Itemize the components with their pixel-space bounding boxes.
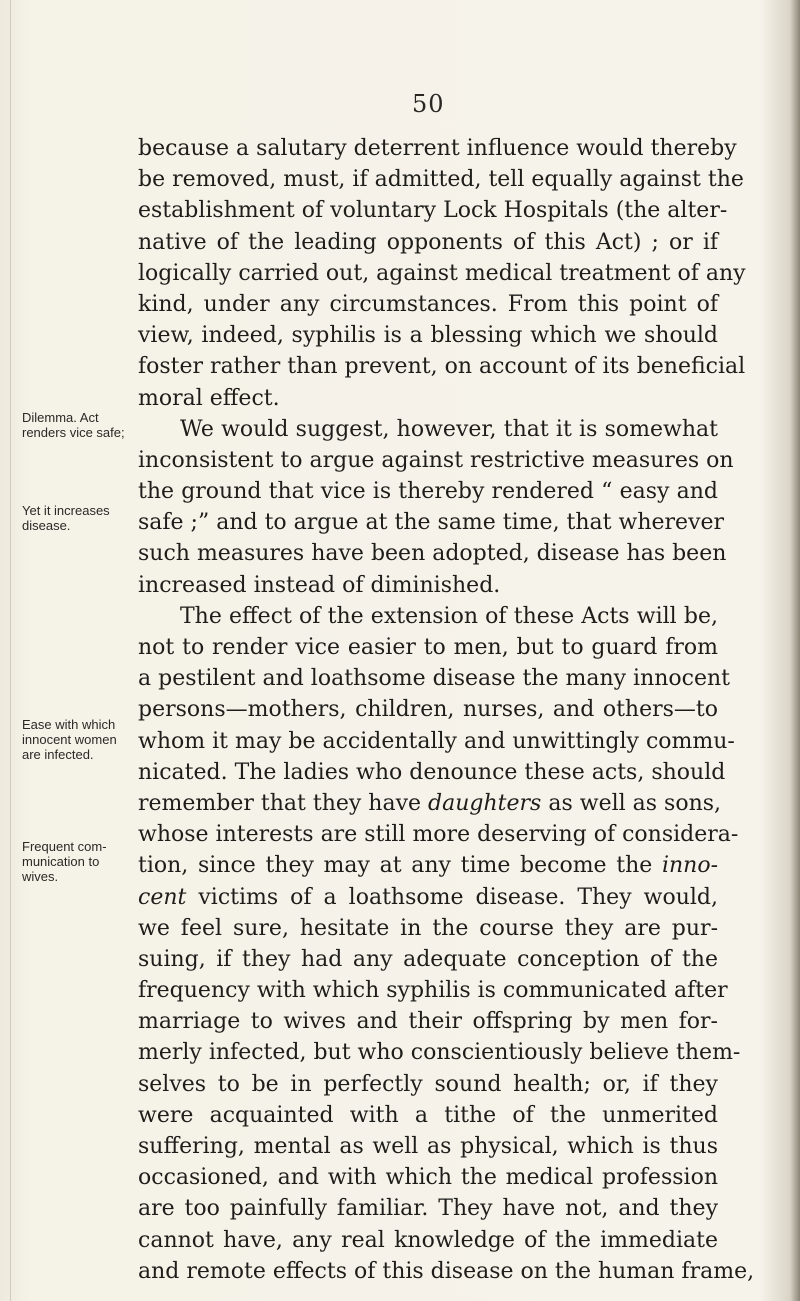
margin-note-line: Yet it increases [22, 503, 110, 518]
body-text [138, 133, 755, 1287]
text-line: marriage to wives and their offspring by men for- [138, 1009, 718, 1035]
text-line: frequency with which syphilis is communicated after [138, 978, 728, 1004]
text-line: merly infected, but who conscientiously believe them- [138, 1040, 741, 1066]
text-line: suing, if they had any adequate conception of the [138, 946, 718, 972]
italic-text: inno- [661, 853, 719, 879]
text-line: suffering, mental as well as physical, which is thus [138, 1134, 718, 1159]
margin-note-line: Ease with which [22, 717, 116, 732]
margin-note-innocent-women [22, 717, 132, 762]
margin-note-line: innocent women [22, 732, 117, 747]
text-line: and remote effects of this disease on the human frame, [138, 1258, 755, 1284]
text-line: safe ;” and to argue at the same time, that wherever [138, 510, 725, 536]
text-line: moral effect. [138, 385, 280, 411]
margin-note-communication-wives [22, 839, 132, 884]
text-line: occasioned, and with which the medical profession [138, 1165, 718, 1191]
margin-note-line: are infected. [22, 747, 94, 762]
margin-note-line: Dilemma. Act [22, 410, 99, 425]
text-line: such measures have been adopted, disease has been [138, 541, 727, 567]
page-number: 50 [412, 90, 445, 118]
text-line-composite [138, 788, 722, 819]
text-line: we feel sure, hesitate in the course they are pur- [138, 915, 718, 941]
text-line: are too painfully familiar. They have not, and they [138, 1196, 718, 1222]
text-span: remember that they have [138, 790, 422, 816]
margin-note-line: wives. [22, 869, 59, 884]
text-line: a pestilent and loathsome disease the many innocent [138, 666, 731, 692]
text-line: native of the leading opponents of this Act) ; or if [138, 229, 718, 255]
text-line: because a salutary deterrent influence would thereby [138, 136, 737, 161]
text-line: We would suggest, however, that it is somewhat [180, 416, 718, 442]
margin-note-line: renders vice safe; [22, 425, 125, 440]
text-line: be removed, must, if admitted, tell equally against the [138, 167, 744, 193]
text-span: as well as sons, [548, 790, 722, 816]
text-line: cannot have, any real knowledge of the immediate [138, 1227, 718, 1253]
page-edge-line [10, 0, 11, 1301]
italic-text: daughters [428, 790, 542, 816]
text-line: logically carried out, against medical treatment of any [138, 260, 746, 286]
text-line-composite [138, 882, 718, 913]
text-span: tion, since they may at any time become the [138, 853, 653, 879]
margin-note-line: Frequent com- [22, 839, 107, 854]
margin-note-increases-disease [22, 503, 132, 533]
text-line: whose interests are still more deserving of considera- [138, 822, 739, 848]
margin-note-line: munication to [22, 854, 100, 869]
text-line: The effect of the extension of these Acts will be, [180, 603, 718, 629]
text-line: whom it may be accidentally and unwittingly commu- [138, 728, 735, 754]
margin-note-dilemma [22, 410, 132, 440]
text-line: were acquainted with a tithe of the unmerited [138, 1102, 718, 1128]
margin-note-line: disease. [22, 518, 71, 533]
text-line: inconsistent to argue against restrictive measures on [138, 447, 734, 473]
text-line: kind, under any circumstances. From this point of [138, 291, 718, 317]
text-line: selves to be in perfectly sound health; or, if they [138, 1071, 718, 1097]
text-line: the ground that vice is thereby rendered “ easy and [138, 479, 718, 505]
text-line: establishment of voluntary Lock Hospitals (the alter- [138, 198, 728, 224]
text-line-composite [138, 850, 718, 881]
italic-text: cent [138, 884, 187, 910]
text-line: nicated. The ladies who denounce these acts, should [138, 759, 726, 785]
text-line: not to render vice easier to men, but to guard from [138, 635, 718, 660]
text-line: view, indeed, syphilis is a blessing which we should [138, 323, 718, 349]
text-span: victims of a loathsome disease. They would, [198, 884, 718, 910]
text-line: foster rather than prevent, on account of its beneficial [138, 354, 746, 380]
text-line: persons—mothers, children, nurses, and others—to [138, 697, 718, 723]
text-line: increased instead of diminished. [138, 572, 501, 598]
